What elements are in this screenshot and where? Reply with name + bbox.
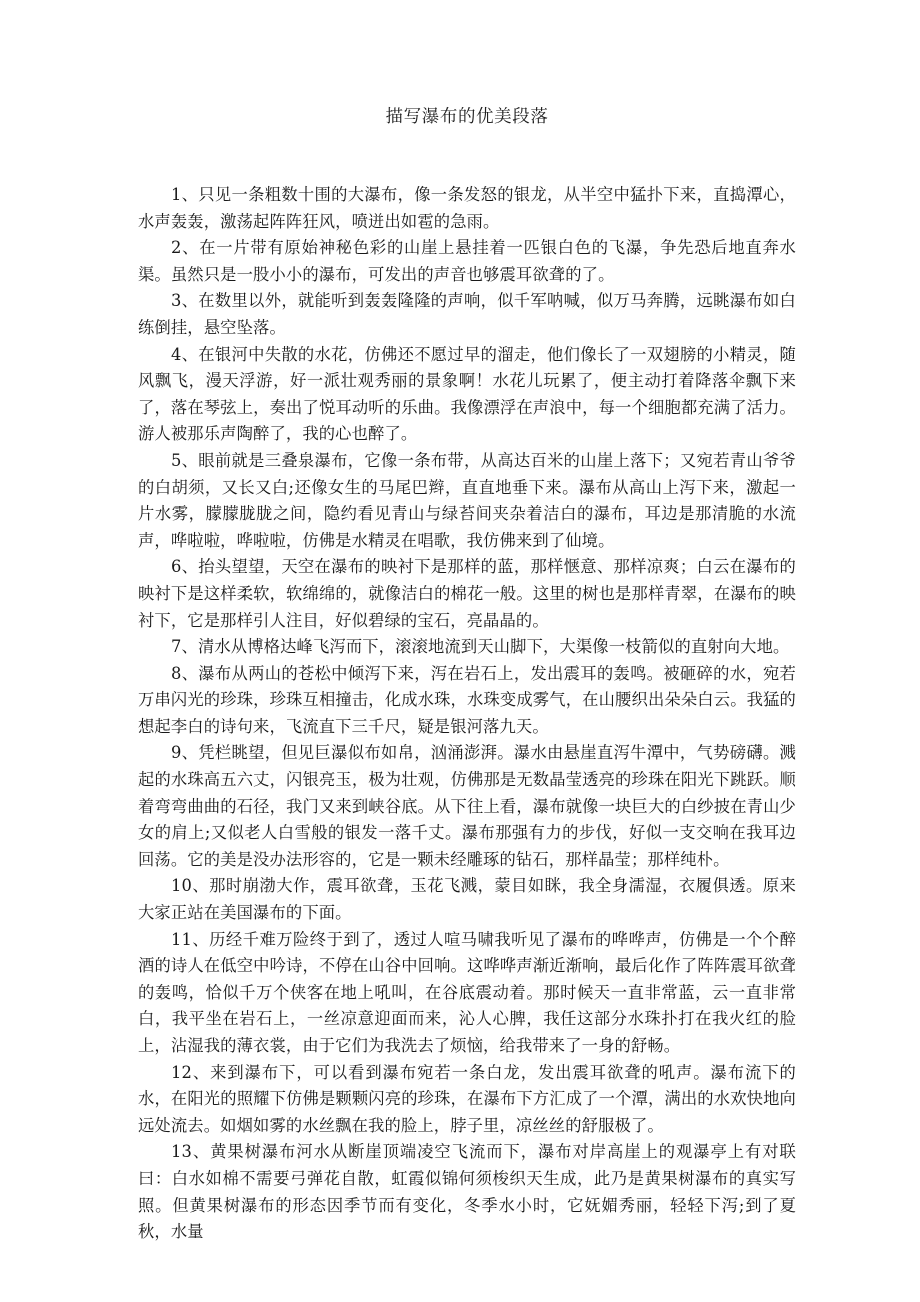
body-paragraph: 13、黄果树瀑布河水从断崖顶端凌空飞流而下，瀑布对岸高崖上的观瀑亭上有对联曰：白水如棉不需要弓弹花自散，虹霞似锦何须梭织天生成，此乃是黄果树瀑布的真实写照。但黄果树瀑布的形态因季节而有变化，冬季水小时，它妩媚秀丽，轻轻下泻;到了夏秋，水量 bbox=[138, 1142, 796, 1242]
body-paragraph: 11、历经千难万险终于到了，透过人喧马啸我听见了瀑布的哗哗声，仿佛是一个个醉酒的诗人在低空中吟诗，不停在山谷中回响。这哗哗声渐近渐响，最后化作了阵阵震耳欲聋的轰鸣，恰似千万个侠客在地上吼叫，在谷底震动着。那时候天一直非常蓝，云一直非常白，我平坐在岩石上，一丝凉意迎面而来，沁人心脾，我任这部分水珠扑打在我火红的脸上，沾湿我的薄衣裳，由于它们为我洗去了烦恼，给我带来了一身的舒畅。 bbox=[138, 929, 796, 1055]
body-paragraph: 7、清水从博格达峰飞泻而下，滚滚地流到天山脚下，大渠像一枝箭似的直射向大地。 bbox=[171, 637, 790, 657]
body-paragraph: 3、在数里以外，就能听到轰轰隆隆的声响，似千军呐喊，似万马奔腾，远眺瀑布如白练倒挂，悬空坠落。 bbox=[138, 291, 796, 337]
document-body bbox=[138, 104, 796, 1246]
body-paragraph: 2、在一片带有原始神秘色彩的山崖上悬挂着一匹银白色的飞瀑，争先恐后地直奔水渠。虽然只是一股小小的瀑布，可发出的声音也够震耳欲聋的了。 bbox=[138, 238, 796, 284]
body-paragraph: 6、抬头望望，天空在瀑布的映衬下是那样的蓝，那样惬意、那样凉爽；白云在瀑布的映衬下是这样柔软，软绵绵的，就像洁白的棉花一般。这里的树也是那样青翠，在瀑布的映衬下，它是那样引人注目，好似碧绿的宝石，亮晶晶的。 bbox=[138, 557, 796, 630]
title-spacer bbox=[138, 130, 796, 182]
paragraph-list bbox=[138, 182, 796, 1246]
body-paragraph: 12、来到瀑布下，可以看到瀑布宛若一条白龙，发出震耳欲聋的吼声。瀑布流下的水，在阳光的照耀下仿佛是颗颗闪亮的珍珠，在瀑布下方汇成了一个潭，满出的水欢快地向远处流去。如烟如雾的水丝飘在我的脸上，脖子里，凉丝丝的舒服极了。 bbox=[138, 1062, 796, 1135]
body-paragraph: 4、在银河中失散的水花，仿佛还不愿过早的溜走，他们像长了一双翅膀的小精灵，随风飘飞，漫天浮游，好一派壮观秀丽的景象啊！水花儿玩累了，便主动打着降落伞飘下来了，落在琴弦上，奏出了悦耳动听的乐曲。我像漂浮在声浪中，每一个细胞都充满了活力。游人被那乐声陶醉了，我的心也醉了。 bbox=[138, 344, 796, 444]
body-paragraph: 9、凭栏眺望，但见巨瀑似布如帛，汹涌澎湃。瀑水由悬崖直泻牛潭中，气势磅礴。溅起的水珠高五六丈，闪银亮玉，极为壮观，仿佛那是无数晶莹透亮的珍珠在阳光下跳跃。顺着弯弯曲曲的石径，我门又来到峡谷底。从下往上看，瀑布就像一块巨大的白纱披在青山少女的肩上;又似老人白雪般的银发一落千丈。瀑布那强有力的步伐，好似一支交响在我耳边回荡。它的美是没办法形容的，它是一颗未经雕琢的钻石，那样晶莹；那样纯朴。 bbox=[138, 743, 796, 869]
body-paragraph: 5、眼前就是三叠泉瀑布，它像一条布带，从高达百米的山崖上落下；又宛若青山爷爷的白胡须，又长又白;还像女生的马尾巴辫，直直地垂下来。瀑布从高山上泻下来，激起一片水雾，朦朦胧胧之间，隐约看见青山与绿苔间夹杂着洁白的瀑布，耳边是那清脆的水流声，哗啦啦，哗啦啦，仿佛是水精灵在唱歌，我仿佛来到了仙境。 bbox=[138, 450, 796, 550]
body-paragraph: 8、瀑布从两山的苍松中倾泻下来，泻在岩石上，发出震耳的轰鸣。被砸碎的水，宛若万串闪光的珍珠，珍珠互相撞击，化成水珠，水珠变成雾气，在山腰织出朵朵白云。我猛的想起李白的诗句来，飞流直下三千尺，疑是银河落九天。 bbox=[138, 663, 796, 736]
body-paragraph: 1、只见一条粗数十围的大瀑布，像一条发怒的银龙，从半空中猛扑下来，直捣潭心，水声轰轰，激荡起阵阵狂风，喷迸出如雹的急雨。 bbox=[138, 185, 796, 231]
body-paragraph: 10、那时崩渤大作，震耳欲聋，玉花飞溅，蒙目如眯，我全身濡湿，衣履俱透。原来大家正站在美国瀑布的下面。 bbox=[138, 876, 796, 923]
page-title: 描写瀑布的优美段落 bbox=[385, 107, 549, 127]
